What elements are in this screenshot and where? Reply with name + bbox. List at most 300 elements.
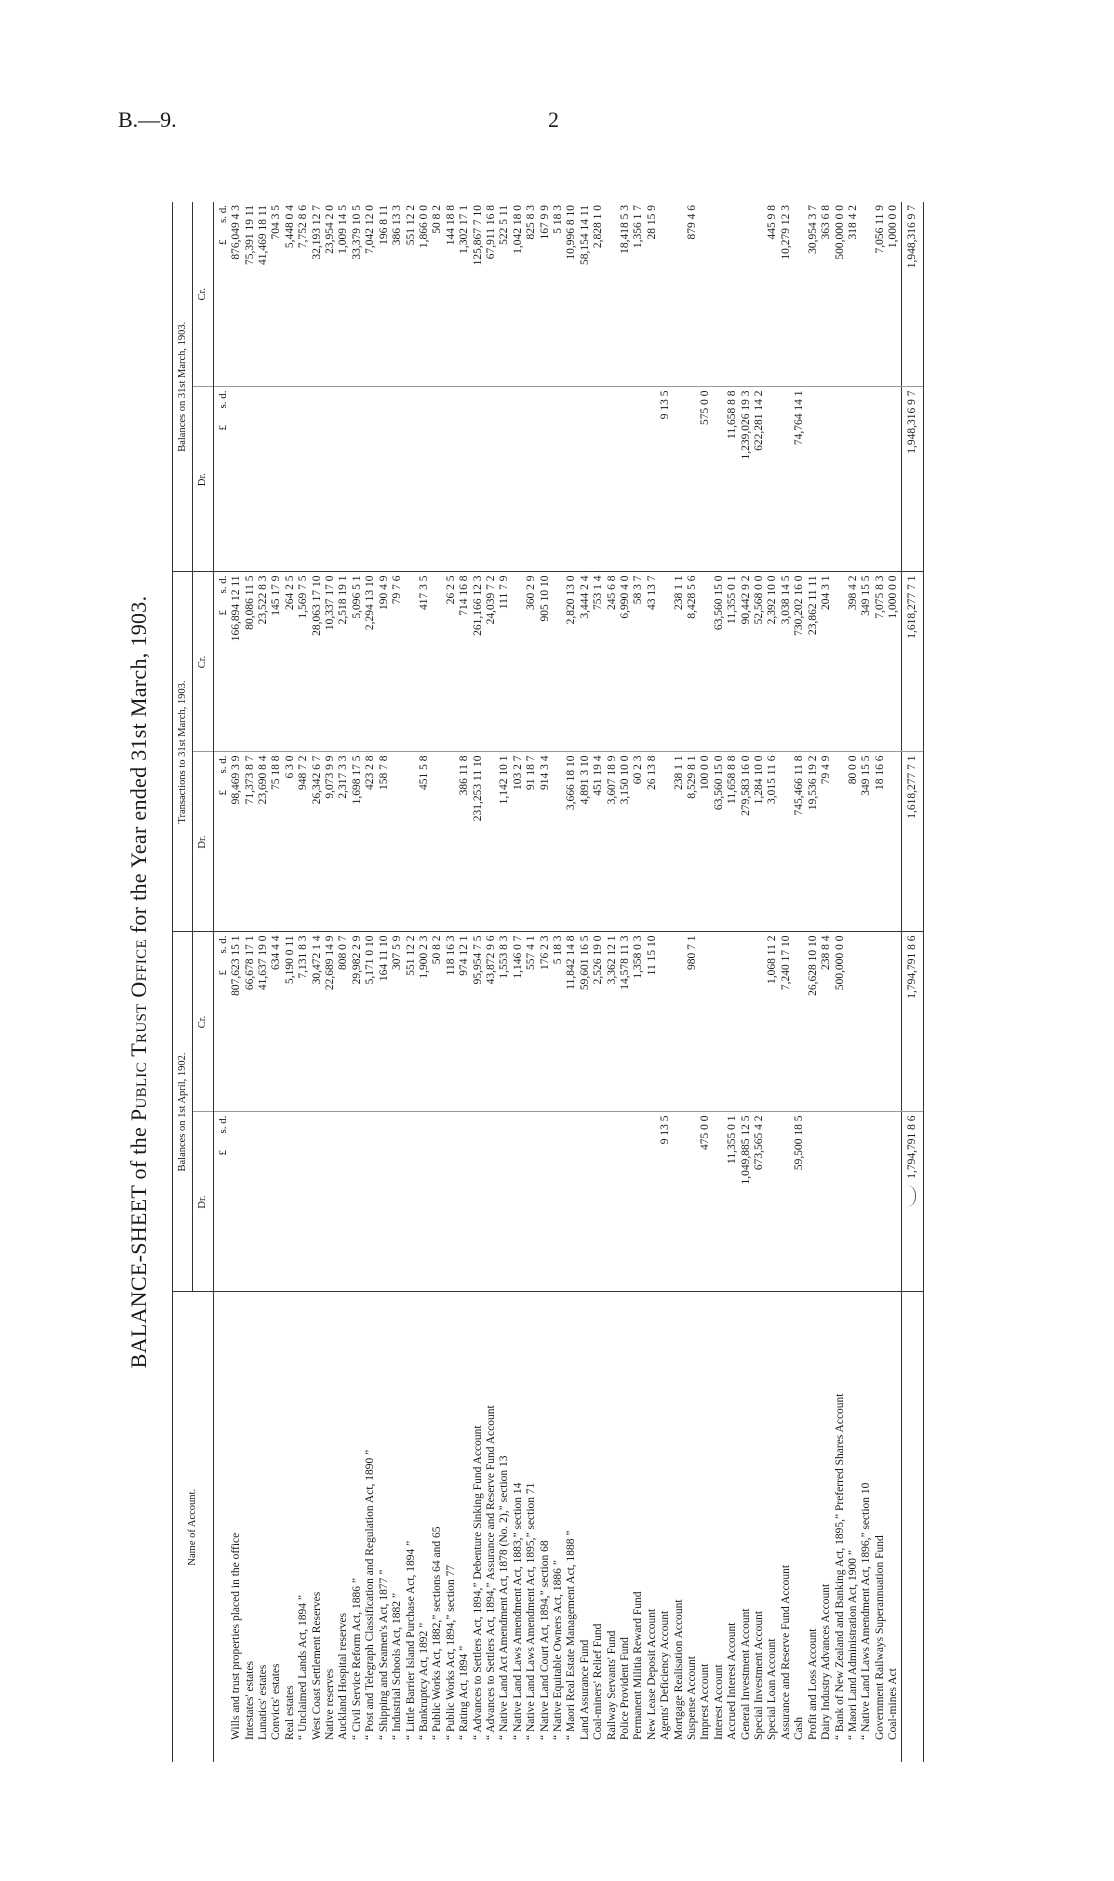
units-row bbox=[213, 202, 230, 1762]
amount-c-dr bbox=[713, 387, 726, 572]
amount-b-dr: 103 2 7 bbox=[512, 752, 525, 932]
table-row bbox=[284, 202, 297, 1762]
amount-b-cr: 398 4 2 bbox=[847, 572, 860, 752]
amount-b-dr: 914 3 4 bbox=[539, 752, 552, 932]
amount-a-dr bbox=[780, 1112, 793, 1292]
amount-a-cr bbox=[673, 932, 686, 1112]
amount-b-dr: 23,690 8 4 bbox=[257, 752, 270, 932]
amount-b-dr: 279,583 16 0 bbox=[740, 752, 753, 932]
account-name: Coal-miners' Relief Fund bbox=[592, 1623, 605, 1740]
account-name: Police Provident Fund bbox=[619, 1637, 631, 1740]
amount-a-cr: 11 15 10 bbox=[646, 932, 659, 1112]
amount-a-cr bbox=[713, 932, 726, 1112]
amount-c-cr: 1,009 14 5 bbox=[337, 202, 350, 387]
amount-c-cr bbox=[860, 202, 873, 387]
amount-b-cr bbox=[512, 572, 525, 752]
amount-b-cr bbox=[552, 572, 565, 752]
amount-c-cr: 10,279 12 3 bbox=[780, 202, 793, 387]
amount-a-cr: 95,954 7 5 bbox=[472, 932, 485, 1112]
amount-b-cr: 730,202 16 0 bbox=[793, 572, 806, 752]
table-row bbox=[619, 202, 632, 1762]
amount-a-cr: 980 7 1 bbox=[686, 932, 699, 1112]
table-row bbox=[552, 202, 565, 1762]
amount-b-cr: 145 17 9 bbox=[270, 572, 283, 752]
amount-c-dr bbox=[364, 387, 377, 572]
amount-c-dr bbox=[405, 387, 418, 572]
amount-c-dr bbox=[337, 387, 350, 572]
amount-b-dr bbox=[887, 752, 901, 932]
amount-a-dr bbox=[686, 1112, 699, 1292]
amount-b-cr: 245 6 8 bbox=[606, 572, 619, 752]
amount-c-cr: 1,866 0 0 bbox=[418, 202, 431, 387]
amount-a-cr: 14,578 11 3 bbox=[619, 932, 632, 1112]
amount-c-dr bbox=[673, 387, 686, 572]
amount-b-dr: 349 15 5 bbox=[860, 752, 873, 932]
account-name: “ Post and Telegraph Classification and Regulation Act, 1890 ” bbox=[364, 1449, 377, 1740]
amount-c-dr bbox=[351, 387, 364, 572]
table-row bbox=[337, 202, 350, 1762]
amount-c-cr: 32,193 12 7 bbox=[311, 202, 324, 387]
amount-a-dr bbox=[230, 1112, 243, 1292]
amount-b-dr bbox=[780, 752, 793, 932]
amount-b-dr bbox=[552, 752, 565, 932]
amount-c-cr: 500,000 0 0 bbox=[834, 202, 847, 387]
amount-c-dr bbox=[230, 387, 243, 572]
header-dr-1903: Dr. bbox=[193, 387, 213, 572]
account-name: Accrued Interest Account bbox=[726, 1622, 739, 1740]
amount-b-cr: 166,894 12 11 bbox=[230, 572, 243, 752]
table-row bbox=[874, 202, 887, 1762]
table-row bbox=[766, 202, 779, 1762]
amount-b-dr: 91 18 7 bbox=[525, 752, 538, 932]
amount-a-cr: 974 12 1 bbox=[458, 932, 471, 1112]
amount-c-cr: 5,448 0 4 bbox=[284, 202, 297, 387]
total-dr-trans: 1,618,277 7 1 bbox=[901, 752, 923, 932]
amount-c-dr: 74,764 14 1 bbox=[793, 387, 806, 572]
amount-a-cr bbox=[793, 932, 806, 1112]
table-row bbox=[807, 202, 820, 1762]
amount-a-cr: 807,623 15 1 bbox=[230, 932, 243, 1112]
total-dr-1903: 1,948,316 9 7 bbox=[901, 387, 923, 572]
amount-a-dr bbox=[579, 1112, 592, 1292]
amount-b-cr: 417 3 5 bbox=[418, 572, 431, 752]
amount-a-cr bbox=[740, 932, 753, 1112]
account-name: Coal-mines Act bbox=[887, 1668, 900, 1740]
amount-b-dr: 3,015 11 6 bbox=[766, 752, 779, 932]
amount-b-dr: 3,666 18 10 bbox=[565, 752, 578, 932]
amount-a-dr bbox=[297, 1112, 310, 1292]
amount-c-cr: 363 6 8 bbox=[820, 202, 833, 387]
amount-c-cr bbox=[659, 202, 672, 387]
amount-b-cr: 261,166 12 3 bbox=[472, 572, 485, 752]
amount-c-dr bbox=[780, 387, 793, 572]
amount-a-dr bbox=[847, 1112, 860, 1292]
amount-c-dr bbox=[458, 387, 471, 572]
amount-b-cr: 8,428 5 6 bbox=[686, 572, 699, 752]
table-row bbox=[659, 202, 672, 1762]
amount-a-dr bbox=[378, 1112, 391, 1292]
amount-b-dr: 3,150 10 0 bbox=[619, 752, 632, 932]
table-row bbox=[780, 202, 793, 1762]
amount-c-cr: 1,042 18 0 bbox=[512, 202, 525, 387]
amount-c-cr: 7,042 12 0 bbox=[364, 202, 377, 387]
amount-c-dr bbox=[244, 387, 257, 572]
table-row bbox=[713, 202, 726, 1762]
amount-a-cr: 43,872 9 6 bbox=[485, 932, 498, 1112]
amount-a-cr: 634 4 4 bbox=[270, 932, 283, 1112]
table-row bbox=[257, 202, 270, 1762]
amount-a-cr: 176 2 3 bbox=[539, 932, 552, 1112]
table-row bbox=[351, 202, 364, 1762]
amount-a-dr bbox=[324, 1112, 337, 1292]
amount-b-cr: 5,096 5 1 bbox=[351, 572, 364, 752]
table-row bbox=[820, 202, 833, 1762]
total-dr-1902: 1,794,791 8 6 bbox=[901, 1112, 923, 1292]
amount-a-cr: 22,689 14 9 bbox=[324, 932, 337, 1112]
header-cr-1903: Cr. bbox=[193, 202, 213, 387]
amount-b-dr: 1,142 10 1 bbox=[498, 752, 511, 932]
amount-c-dr bbox=[257, 387, 270, 572]
table-row bbox=[485, 202, 498, 1762]
amount-b-cr: 1,000 0 0 bbox=[887, 572, 901, 752]
amount-a-dr bbox=[860, 1112, 873, 1292]
amount-a-dr: 673,565 4 2 bbox=[753, 1112, 766, 1292]
table-row bbox=[378, 202, 391, 1762]
table-row bbox=[364, 202, 377, 1762]
account-name: “ Native Land Court Act, 1894,” section 68 bbox=[538, 1540, 551, 1740]
account-name: Agents' Deficiency Account bbox=[659, 1610, 672, 1740]
account-name: “ Public Works Act, 1894,” section 77 bbox=[444, 1564, 457, 1740]
amount-a-dr bbox=[874, 1112, 887, 1292]
amount-a-dr bbox=[820, 1112, 833, 1292]
amount-c-cr: 167 9 9 bbox=[539, 202, 552, 387]
amount-b-dr: 1,698 17 5 bbox=[351, 752, 364, 932]
amount-c-cr: 445 9 8 bbox=[766, 202, 779, 387]
amount-c-cr bbox=[726, 202, 739, 387]
amount-a-dr bbox=[485, 1112, 498, 1292]
header-dr-1902: Dr. bbox=[193, 1112, 213, 1292]
table-row bbox=[270, 202, 283, 1762]
account-name: “ Advances to Settlers Act, 1894,” Debenture Sinking Fund Account bbox=[471, 1425, 484, 1740]
amount-a-cr bbox=[887, 932, 901, 1112]
amount-b-dr: 1,284 10 0 bbox=[753, 752, 766, 932]
amount-a-cr: 551 12 2 bbox=[405, 932, 418, 1112]
amount-c-dr bbox=[860, 387, 873, 572]
amount-c-cr: 41,469 18 11 bbox=[257, 202, 270, 387]
amount-b-cr: 2,392 10 0 bbox=[766, 572, 779, 752]
amount-b-cr: 1,569 7 5 bbox=[297, 572, 310, 752]
account-name: “ Bankruptcy Act, 1892 ” bbox=[417, 1622, 430, 1740]
amount-a-cr: 808 0 7 bbox=[337, 932, 350, 1112]
account-name: Suspense Account bbox=[686, 1655, 699, 1740]
amount-c-dr bbox=[270, 387, 283, 572]
amount-b-dr: 451 5 8 bbox=[418, 752, 431, 932]
amount-b-dr: 79 4 9 bbox=[820, 752, 833, 932]
amount-b-dr: 231,253 11 10 bbox=[472, 752, 485, 932]
amount-b-dr: 26 13 8 bbox=[646, 752, 659, 932]
amount-a-dr bbox=[512, 1112, 525, 1292]
amount-a-dr: 475 0 0 bbox=[699, 1112, 712, 1292]
account-rows bbox=[213, 202, 901, 1762]
amount-c-dr bbox=[686, 387, 699, 572]
account-name: Cash bbox=[793, 1717, 806, 1740]
amount-a-dr: 9 13 5 bbox=[659, 1112, 672, 1292]
amount-a-cr bbox=[847, 932, 860, 1112]
table-row bbox=[445, 202, 458, 1762]
table-row bbox=[405, 202, 418, 1762]
amount-a-dr bbox=[713, 1112, 726, 1292]
amount-c-dr bbox=[297, 387, 310, 572]
amount-b-cr bbox=[431, 572, 444, 752]
amount-c-dr: 9 13 5 bbox=[659, 387, 672, 572]
header-cr-1902: Cr. bbox=[193, 932, 213, 1112]
account-name: “ Native Land Laws Amendment Act, 1883,” section 14 bbox=[511, 1482, 524, 1740]
sheet-title bbox=[126, 202, 152, 1762]
amount-c-dr bbox=[391, 387, 404, 572]
amount-b-cr: 111 7 9 bbox=[498, 572, 511, 752]
account-name: Lunatics' estates bbox=[257, 1664, 270, 1740]
account-name: “ Native Equitable Owners Act, 1886 ” bbox=[551, 1560, 564, 1740]
account-name: Intestates' estates bbox=[243, 1660, 256, 1740]
account-name: “ Native Land Laws Amendment Act, 1895,” section 71 bbox=[525, 1482, 538, 1740]
account-name: Interest Account bbox=[712, 1664, 725, 1740]
amount-a-cr: 59,601 16 5 bbox=[579, 932, 592, 1112]
account-name: Government Railways Superannuation Fund bbox=[873, 1535, 886, 1740]
amount-b-cr bbox=[699, 572, 712, 752]
account-name: Mortgage Realisation Account bbox=[672, 1599, 685, 1740]
amount-b-dr: 423 2 8 bbox=[364, 752, 377, 932]
amount-b-dr: 71,373 8 7 bbox=[244, 752, 257, 932]
amount-b-dr: 948 7 2 bbox=[297, 752, 310, 932]
amount-c-cr: 1,302 17 1 bbox=[458, 202, 471, 387]
amount-c-cr: 18,418 5 3 bbox=[619, 202, 632, 387]
amount-b-dr: 6 3 0 bbox=[284, 752, 297, 932]
amount-b-dr: 8,529 8 1 bbox=[686, 752, 699, 932]
amount-a-cr: 66,678 17 1 bbox=[244, 932, 257, 1112]
amount-c-dr bbox=[418, 387, 431, 572]
amount-a-cr: 50 8 2 bbox=[431, 932, 444, 1112]
amount-c-cr bbox=[740, 202, 753, 387]
amount-a-dr: 11,355 0 1 bbox=[726, 1112, 739, 1292]
amount-a-cr: 1,900 2 3 bbox=[418, 932, 431, 1112]
amount-c-cr: 50 8 2 bbox=[431, 202, 444, 387]
amount-b-dr: 3,607 18 9 bbox=[606, 752, 619, 932]
amount-a-cr: 7,131 8 3 bbox=[297, 932, 310, 1112]
account-name: “ Little Barrier Island Purchase Act, 1894 ” bbox=[404, 1540, 417, 1740]
header-dr-trans: Dr. bbox=[193, 752, 213, 932]
amount-c-dr bbox=[311, 387, 324, 572]
totals-row bbox=[901, 202, 923, 1762]
amount-a-cr: 118 16 3 bbox=[445, 932, 458, 1112]
amount-b-cr: 753 1 4 bbox=[592, 572, 605, 752]
amount-c-cr: 551 12 2 bbox=[405, 202, 418, 387]
table-row bbox=[431, 202, 444, 1762]
amount-b-cr: 2,294 13 10 bbox=[364, 572, 377, 752]
amount-a-cr: 30,472 1 4 bbox=[311, 932, 324, 1112]
amount-a-dr bbox=[766, 1112, 779, 1292]
table-row bbox=[458, 202, 471, 1762]
account-name: Auckland Hospital reserves bbox=[337, 1612, 350, 1740]
amount-c-dr bbox=[632, 387, 645, 572]
total-cr-1902: 1,794,791 8 6 bbox=[901, 932, 923, 1112]
amount-a-cr: 5,190 0 11 bbox=[284, 932, 297, 1112]
amount-b-cr: 43 13 7 bbox=[646, 572, 659, 752]
amount-c-cr: 10,996 8 10 bbox=[565, 202, 578, 387]
amount-c-cr: 33,379 10 5 bbox=[351, 202, 364, 387]
amount-a-cr: 500,000 0 0 bbox=[834, 932, 847, 1112]
amount-a-dr bbox=[431, 1112, 444, 1292]
amount-a-cr bbox=[726, 932, 739, 1112]
table-row bbox=[565, 202, 578, 1762]
header-cr-trans: Cr. bbox=[193, 572, 213, 752]
amount-a-dr bbox=[565, 1112, 578, 1292]
amount-b-cr: 714 16 8 bbox=[458, 572, 471, 752]
table-row bbox=[646, 202, 659, 1762]
amount-a-dr bbox=[887, 1112, 901, 1292]
amount-b-dr: 19,536 19 2 bbox=[807, 752, 820, 932]
amount-b-cr: 26 2 5 bbox=[445, 572, 458, 752]
amount-a-dr bbox=[270, 1112, 283, 1292]
account-name: “ Industrial Schools Act, 1882 ” bbox=[391, 1593, 404, 1740]
amount-c-cr: 58,154 14 11 bbox=[579, 202, 592, 387]
amount-b-cr: 23,862 11 11 bbox=[807, 572, 820, 752]
account-name: “ Advances to Settlers Act, 1894,” Assurance and Reserve Fund Account bbox=[484, 1405, 497, 1740]
amount-a-cr: 41,637 19 0 bbox=[257, 932, 270, 1112]
amount-c-dr: 1,239,026 19 3 bbox=[740, 387, 753, 572]
amount-c-cr: 386 13 3 bbox=[391, 202, 404, 387]
amount-c-dr: 622,281 14 2 bbox=[753, 387, 766, 572]
amount-c-dr bbox=[579, 387, 592, 572]
amount-c-cr: 28 15 9 bbox=[646, 202, 659, 387]
amount-a-dr bbox=[807, 1112, 820, 1292]
amount-c-cr bbox=[699, 202, 712, 387]
amount-b-dr bbox=[659, 752, 672, 932]
amount-a-dr bbox=[405, 1112, 418, 1292]
amount-a-dr bbox=[364, 1112, 377, 1292]
amount-c-dr bbox=[512, 387, 525, 572]
amount-c-dr bbox=[565, 387, 578, 572]
amount-b-cr: 6,990 4 0 bbox=[619, 572, 632, 752]
page-number: 2 bbox=[548, 107, 559, 132]
amount-c-dr bbox=[498, 387, 511, 572]
amount-c-cr: 1,356 1 7 bbox=[632, 202, 645, 387]
table-row bbox=[244, 202, 257, 1762]
table-row bbox=[391, 202, 404, 1762]
amount-a-cr bbox=[659, 932, 672, 1112]
amount-b-cr: 80,086 11 5 bbox=[244, 572, 257, 752]
table-row bbox=[579, 202, 592, 1762]
amount-b-dr: 238 1 1 bbox=[673, 752, 686, 932]
unit-label: £ s. d. bbox=[213, 387, 230, 572]
amount-c-cr: 318 4 2 bbox=[847, 202, 860, 387]
amount-b-cr bbox=[659, 572, 672, 752]
amount-b-cr: 238 1 1 bbox=[673, 572, 686, 752]
amount-c-dr bbox=[820, 387, 833, 572]
account-name: Real estates bbox=[283, 1685, 296, 1740]
amount-b-dr: 60 2 3 bbox=[632, 752, 645, 932]
table-row bbox=[686, 202, 699, 1762]
account-name: “ Native Land Laws Amendment Act, 1896,” section 10 bbox=[860, 1482, 873, 1740]
total-cr-1903: 1,948,316 9 7 bbox=[901, 202, 923, 387]
account-name: “ Native Land Act Amendment Act, 1878 (No. 2),” section 13 bbox=[498, 1455, 511, 1740]
header-balances-1903: Balances on 31st March, 1903. bbox=[173, 202, 193, 572]
amount-b-cr: 63,560 15 0 bbox=[713, 572, 726, 752]
amount-b-dr bbox=[485, 752, 498, 932]
amount-a-cr bbox=[860, 932, 873, 1112]
amount-a-cr: 11,842 14 8 bbox=[565, 932, 578, 1112]
account-name: Special Investment Account bbox=[753, 1610, 766, 1740]
table-row bbox=[699, 202, 712, 1762]
table-row bbox=[592, 202, 605, 1762]
account-name: Profit and Loss Account bbox=[806, 1628, 819, 1740]
amount-c-cr: 879 4 6 bbox=[686, 202, 699, 387]
unit-label: £ s. d. bbox=[213, 752, 230, 932]
amount-b-cr: 2,518 19 1 bbox=[337, 572, 350, 752]
amount-c-cr: 522 5 11 bbox=[498, 202, 511, 387]
amount-a-dr: 1,049,885 12 5 bbox=[740, 1112, 753, 1292]
account-name: “ Civil Service Reform Act, 1886 ” bbox=[350, 1578, 363, 1740]
amount-b-cr: 52,568 0 0 bbox=[753, 572, 766, 752]
account-name: “ Rating Act, 1894 ” bbox=[458, 1645, 471, 1740]
unit-label: £ s. d. bbox=[213, 1112, 230, 1292]
amount-b-dr: 80 0 0 bbox=[847, 752, 860, 932]
table-row bbox=[324, 202, 337, 1762]
unit-label: £ s. d. bbox=[213, 572, 230, 752]
unit-label: £ s. d. bbox=[213, 932, 230, 1112]
account-name: New Lease Deposit Account bbox=[645, 1608, 658, 1740]
amount-a-cr bbox=[874, 932, 887, 1112]
amount-a-dr bbox=[673, 1112, 686, 1292]
amount-b-dr bbox=[391, 752, 404, 932]
amount-c-cr: 144 18 8 bbox=[445, 202, 458, 387]
amount-b-cr: 23,522 8 3 bbox=[257, 572, 270, 752]
amount-c-dr bbox=[284, 387, 297, 572]
amount-c-cr: 704 3 5 bbox=[270, 202, 283, 387]
amount-a-dr bbox=[351, 1112, 364, 1292]
amount-a-cr: 1,553 8 3 bbox=[498, 932, 511, 1112]
amount-b-dr: 63,560 15 0 bbox=[713, 752, 726, 932]
amount-a-dr bbox=[606, 1112, 619, 1292]
amount-c-dr bbox=[525, 387, 538, 572]
amount-b-cr: 905 10 10 bbox=[539, 572, 552, 752]
total-cr-trans: 1,618,277 7 1 bbox=[901, 572, 923, 752]
amount-a-cr bbox=[753, 932, 766, 1112]
amount-c-dr bbox=[847, 387, 860, 572]
table-row bbox=[673, 202, 686, 1762]
amount-b-cr: 58 3 7 bbox=[632, 572, 645, 752]
amount-a-dr bbox=[472, 1112, 485, 1292]
amount-b-cr bbox=[834, 572, 847, 752]
amount-a-dr bbox=[244, 1112, 257, 1292]
table-row bbox=[230, 202, 243, 1762]
amount-b-cr: 7,075 8 3 bbox=[874, 572, 887, 752]
amount-c-cr bbox=[673, 202, 686, 387]
amount-c-dr bbox=[646, 387, 659, 572]
amount-a-cr: 26,628 10 10 bbox=[807, 932, 820, 1112]
table-row bbox=[297, 202, 310, 1762]
amount-a-dr bbox=[445, 1112, 458, 1292]
amount-c-dr bbox=[834, 387, 847, 572]
amount-c-dr bbox=[874, 387, 887, 572]
document-reference: B.—9. bbox=[118, 107, 177, 132]
amount-c-dr: 575 0 0 bbox=[699, 387, 712, 572]
amount-b-dr bbox=[431, 752, 444, 932]
amount-c-cr: 67,911 16 8 bbox=[485, 202, 498, 387]
amount-b-cr: 79 7 6 bbox=[391, 572, 404, 752]
amount-c-dr bbox=[539, 387, 552, 572]
amount-b-dr: 75 18 8 bbox=[270, 752, 283, 932]
amount-c-dr bbox=[619, 387, 632, 572]
